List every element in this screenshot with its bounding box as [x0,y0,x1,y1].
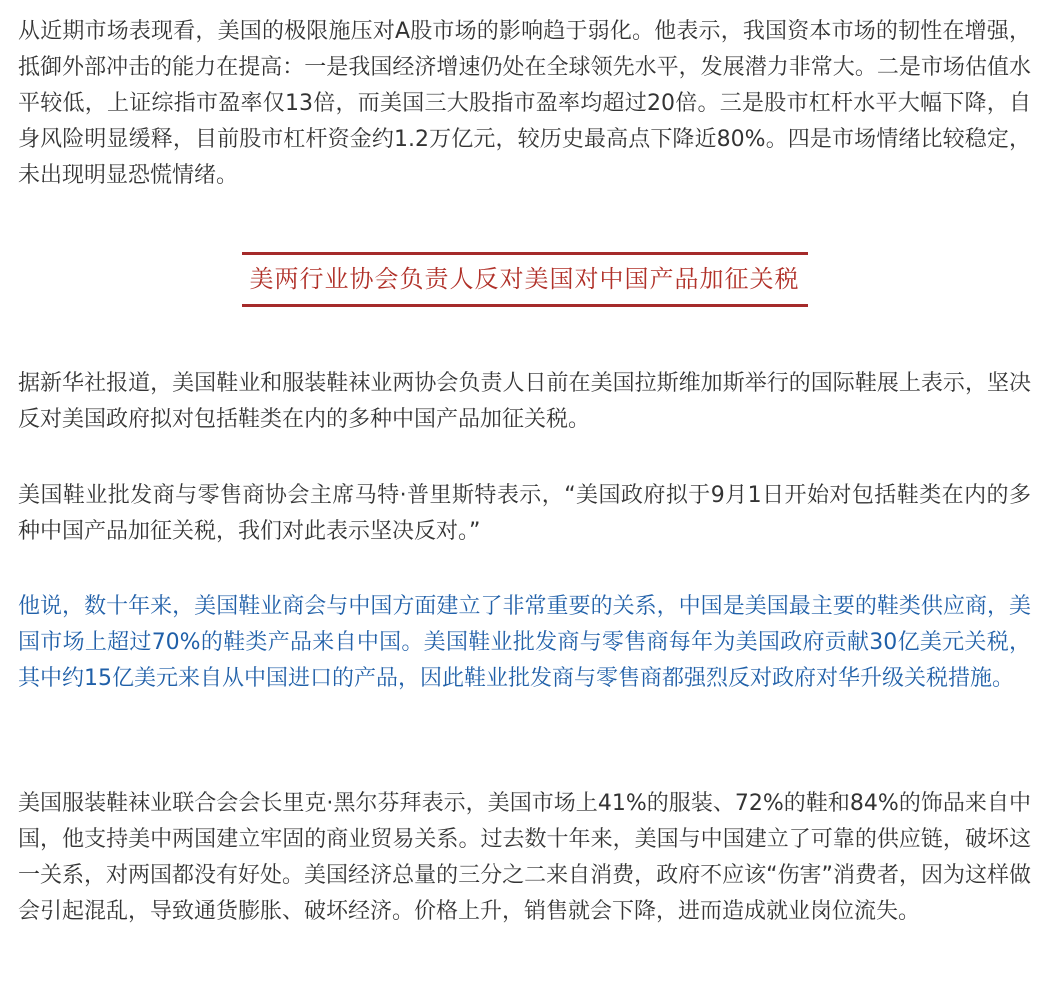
section-heading [0,252,1049,307]
paragraph-market-resilience: 从近期市场表现看，美国的极限施压对A股市场的影响趋于弱化。他表示，我国资本市场的韧性在增强，抵御外部冲击的能力在提高：一是我国经济增速仍处在全球领先水平，发展潜力非常大。二是市场估值水平较低，上证综指市盈率仅13倍，而美国三大股指市盈率均超过20倍。三是股市杠杆水平大幅下降，自身风险明显缓释，目前股市杠杆资金约1.2万亿元，较历史最高点下降近80%。四是市场情绪比较稳定，未出现明显恐慌情绪。 [18,19,1031,188]
section-heading-text: 美两行业协会负责人反对美国对中国产品加征关税 [242,252,808,307]
paragraph-matt-priest-quote: 美国鞋业批发商与零售商协会主席马特·普里斯特表示，“美国政府拟于9月1日开始对包括鞋类在内的多种中国产品加征关税，我们对此表示坚决反对。” [18,483,1031,544]
paragraph-footwear-supply-highlight: 他说，数十年来，美国鞋业商会与中国方面建立了非常重要的关系，中国是美国最主要的鞋类供应商，美国市场上超过70%的鞋类产品来自中国。美国鞋业批发商与零售商每年为美国政府贡献30亿美元关税，其中约15亿美元来自从中国进口的产品，因此鞋业批发商与零售商都强烈反对政府对华升级关税措施。 [18,594,1031,691]
paragraph-xinhua-report: 据新华社报道，美国鞋业和服装鞋袜业两协会负责人日前在美国拉斯维加斯举行的国际鞋展上表示，坚决反对美国政府拟对包括鞋类在内的多种中国产品加征关税。 [18,371,1031,432]
paragraph-rick-helfenbein-statement: 美国服装鞋袜业联合会会长里克·黑尔芬拜表示，美国市场上41%的服装、72%的鞋和84%的饰品来自中国，他支持美中两国建立牢固的商业贸易关系。过去数十年来，美国与中国建立了可靠的供应链，破坏这一关系，对两国都没有好处。美国经济总量的三分之二来自消费，政府不应该“伤害”消费者，因为这样做会引起混乱，导致通货膨胀、破坏经济。价格上升，销售就会下降，进而造成就业岗位流失。 [18,791,1031,924]
